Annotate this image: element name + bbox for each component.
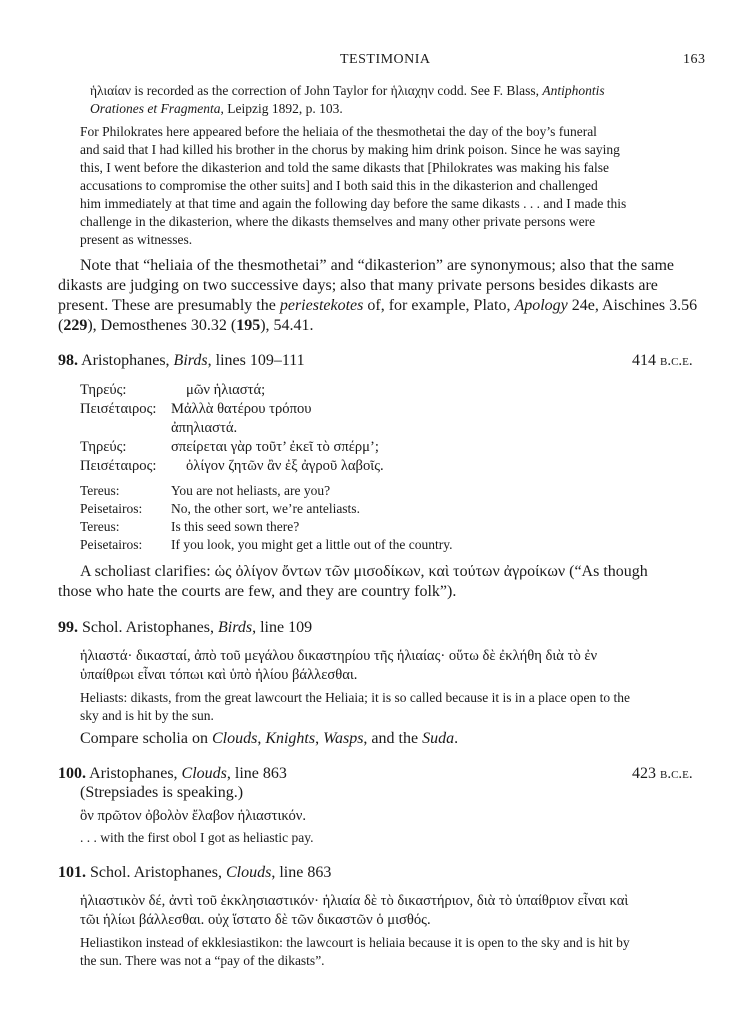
greek-line: ὃν πρῶτον ὀβολὸν ἔλαβον ἡλιαστικόν. [80,808,307,824]
compare-line: Compare scholia on Clouds, Knights, Wasps, and the Suda. [80,730,459,747]
greek-line: ἡλιαστά· δικασταί, ἀπὸ τοῦ μεγάλου δικαστηρίου τῆς ἡλιαίας· οὕτω δὲ ἐκλήθη διὰ τὸ ἐν [80,648,598,664]
english-line: . . . with the first obol I got as heliastic pay. [80,830,314,845]
quote-line: this, I went before the dikasterion and told the same dikasts that [Philokrates was making his false [80,160,610,175]
speaker: Τηρεύς: [80,439,127,455]
english-line: No, the other sort, we’re anteliasts. [171,501,360,516]
speaker-note: (Strepsiades is speaking.) [80,784,244,801]
quote-line: present as witnesses. [80,232,193,247]
speaker: Tereus: [80,483,120,498]
note-line-1: Note that “heliaia of the thesmothetai” and “dikasterion” are synonymous; also that the same [80,257,675,274]
english-line: Heliastikon instead of ekklesiastikon: the lawcourt is heliaia because it is open to the sky and is hit by [80,935,630,950]
english-line: sky and is hit by the sun. [80,708,214,723]
english-line: Is this seed sown there? [171,519,300,534]
scholiast-line-2: those who hate the courts are few, and they are country folk”). [58,583,457,600]
speaker: Peisetairos: [80,537,143,552]
greek-line: μῶν ἡλιαστά; [186,382,266,398]
english-line: If you look, you might get a little out of the country. [171,537,453,552]
intro-note-line-2: Orationes et Fragmenta, Leipzig 1892, p. 103. [90,101,343,116]
speaker: Τηρεύς: [80,382,127,398]
quote-line: challenge in the dikasterion, where the dikasts themselves and many other private persons were [80,214,596,229]
greek-line: ὑπαίθρωι εἶναι τόπωι καὶ ὑπὸ ἡλίου βάλλεσθαι. [80,667,358,683]
greek-line: τῶι ἡλίωι βάλλεσθαι. οὐχ ἵστατο δὲ τῶν δικαστῶν ὁ μισθός. [80,912,431,928]
quote-line: him immediately at that time and again the following day before the same dikasts . . . and I made this [80,196,627,211]
entry-100-heading: 100. Aristophanes, Clouds, line 863 [58,765,287,782]
entry-100-date: 423 b.c.e. [632,765,693,782]
intro-note-line-1: ἡλιαίαν is recorded as the correction of John Taylor for ἡλιαχην codd. See F. Blass, Antiphontis [90,83,605,98]
note-line-3: present. These are presumably the periestekotes of, for example, Plato, Apology 24e, Aischines 3.56 [58,297,698,314]
greek-line: ἡλιαστικὸν δέ, ἀντὶ τοῦ ἐκκλησιαστικόν· ἡλιαία δὲ τὸ δικαστήριον, διὰ τὸ ὑπαίθριον εἶναι καὶ [80,893,629,909]
greek-line: σπείρεται γὰρ τοῦτ’ ἐκεῖ τὸ σπέρμ’; [171,439,379,455]
quote-line: accusations to compromise the other suits] and I both said this in the dikasterion and challenged [80,178,598,193]
entry-101-heading: 101. Schol. Aristophanes, Clouds, line 863 [58,864,332,881]
note-line-2: dikasts are judging on two successive days; also that many private persons besides dikasts are [58,277,658,294]
speaker: Peisetairos: [80,501,143,516]
note-line-4: (229), Demosthenes 30.32 (195), 54.41. [58,317,314,334]
entry-98-date: 414 b.c.e. [632,352,693,369]
english-line: You are not heliasts, are you? [171,483,331,498]
speaker: Tereus: [80,519,120,534]
speaker: Πεισέταιρος: [80,458,157,474]
entry-98-heading: 98. Aristophanes, Birds, lines 109–111 [58,352,305,369]
running-title: TESTIMONIA [340,52,431,67]
speaker: Πεισέταιρος: [80,401,157,417]
english-line: the sun. There was not a “pay of the dikasts”. [80,953,325,968]
quote-line: For Philokrates here appeared before the heliaia of the thesmothetai the day of the boy’s funeral [80,124,597,139]
greek-line: Μἀλλὰ θατέρου τρόπου [171,401,312,417]
page-number: 163 [683,52,706,67]
quote-line: and said that I had killed his brother in the chorus by making him drink poison. Since he was saying [80,142,620,157]
english-line: Heliasts: dikasts, from the great lawcourt the Heliaia; it is so called because it is in a place open to the [80,690,630,705]
scholiast-line-1: A scholiast clarifies: ὡς ὀλίγον ὄντων τῶν μισοδίκων, καὶ τούτων ἀγροίκων (“As though [80,563,648,580]
greek-line: ὀλίγον ζητῶν ἂν ἐξ ἀγροῦ λαβοῖς. [186,458,384,474]
greek-line: ἀπηλιαστά. [171,420,238,436]
entry-99-heading: 99. Schol. Aristophanes, Birds, line 109 [58,619,313,636]
